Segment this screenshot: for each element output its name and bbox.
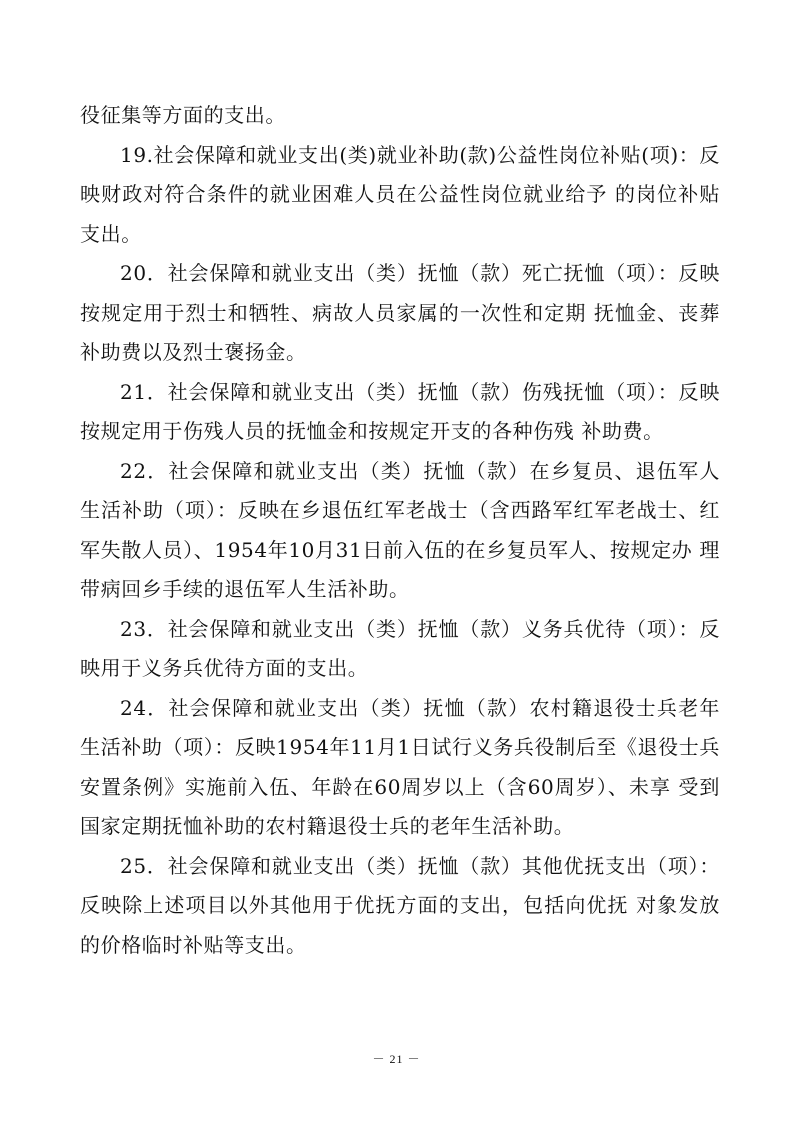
paragraph-item-24: 24．社会保障和就业支出（类）抚恤（款）农村籍退役士兵老年生活补助（项）：反映1954年11月1日试行义务兵役制后至《退役士兵安置条例》实施前入伍、年龄在60周岁以上（含60周岁）、未享 受到国家定期抚恤补助的农村籍退役士兵的老年生活补助。 bbox=[80, 695, 720, 838]
paragraph-item-23: 23．社会保障和就业支出（类）抚恤（款）义务兵优待（项）：反映用于义务兵优待方面的支出。 bbox=[80, 616, 720, 680]
document-body bbox=[80, 96, 720, 965]
paragraph-item-19: 19.社会保障和就业支出(类)就业补助(款)公益性岗位补贴(项)：反映财政对符合条件的就业困难人员在公益性岗位就业给予 的岗位补贴支出。 bbox=[80, 142, 720, 246]
paragraph-continuation: 役征集等方面的支出。 bbox=[80, 103, 286, 127]
paragraph-item-22: 22．社会保障和就业支出（类）抚恤（款）在乡复员、退伍军人生活补助（项）：反映在乡退伍红军老战士（含西路军红军老战士、红军失散人员）、1954年10月31日前入伍的在乡复员军人、按规定办 理带病回乡手续的退伍军人生活补助。 bbox=[80, 458, 720, 601]
page-number: － 21 － bbox=[372, 1052, 421, 1066]
paragraph-item-20: 20．社会保障和就业支出（类）抚恤（款）死亡抚恤（项）：反映按规定用于烈士和牺牲、病故人员家属的一次性和定期 抚恤金、丧葬补助费以及烈士褒扬金。 bbox=[80, 261, 720, 364]
paragraph-item-25: 25．社会保障和就业支出（类）抚恤（款）其他优抚支出（项）：反映除上述项目以外其他用于优抚方面的支出，包括向优抚 对象发放的价格临时补贴等支出。 bbox=[80, 853, 720, 957]
paragraph-item-21: 21．社会保障和就业支出（类）抚恤（款）伤残抚恤（项）：反映按规定用于伤残人员的抚恤金和按规定开支的各种伤残 补助费。 bbox=[80, 379, 720, 443]
